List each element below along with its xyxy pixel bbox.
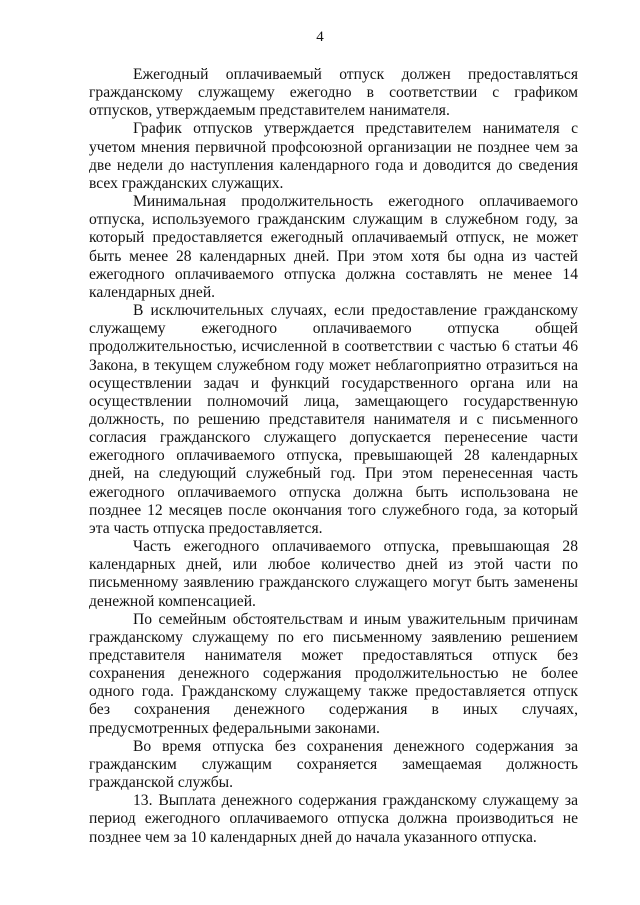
paragraph-annual-leave: Ежегодный оплачиваемый отпуск должен предоставляться гражданскому служащему ежегодно в соответствии с графиком отпусков, утверждаемым представителем нанимателя. — [89, 66, 578, 120]
page-number: 4 — [316, 29, 324, 45]
paragraph-position-retained: Во время отпуска без сохранения денежного содержания за гражданским служащим сохраняется замещаемая должность гражданской службы. — [89, 737, 578, 792]
paragraph-leave-schedule: График отпусков утверждается представителем нанимателя с учетом мнения первичной профсоюзной организации не позднее чем за две недели до наступления календарного года и доводится до сведения всех гражданских служащих. — [89, 120, 578, 192]
document-body — [89, 66, 578, 847]
paragraph-monetary-compensation: Часть ежегодного оплачиваемого отпуска, превышающая 28 календарных дней, или любое количество дней из этой части по письменному заявлению гражданского служащего могут быть заменены денежной компенсацией. — [89, 538, 578, 610]
paragraph-minimum-duration: Минимальная продолжительность ежегодного оплачиваемого отпуска, используемого гражданским служащим в служебном году, за который предоставляется ежегодный оплачиваемый отпуск, не может быть менее 28 календарных дней. При этом хотя бы одна из частей ежегодного оплачиваемого отпуска должна составлять не менее 14 календарных дней. — [89, 193, 578, 301]
paragraph-unpaid-leave: По семейным обстоятельствам и иным уважительным причинам гражданскому служащему по его письменному заявлению решением представителя нанимателя может предоставляться отпуск без сохранения денежного содержания продолжительностью не более одного года. Гражданскому служащему также предоставляется отпуск без сохранения денежного содержания в иных случаях, предусмотренных федеральными законами. — [89, 610, 578, 737]
paragraph-item-13-payment: 13. Выплата денежного содержания гражданскому служащему за период ежегодного оплачиваемого отпуска должна производиться не позднее чем за 10 календарных дней до начала указанного отпуска. — [89, 792, 578, 846]
paragraph-exceptional-cases: В исключительных случаях, если предоставление гражданскому служащему ежегодного оплачиваемого отпуска общей продолжительностью, исчисленной в соответствии с частью 6 статьи 46 Закона, в текущем служебном году может неблагоприятно отразиться на осуществлении задач и функций государственного органа или на осуществлении полномочий лица, замещающего государственную должность, по решению представителя нанимателя и с письменного согласия гражданского служащего допускается перенесение части ежегодного оплачиваемого отпуска, превышающей 28 календарных дней, на следующий служебный год. При этом перенесенная часть ежегодного оплачиваемого отпуска должна быть использована не позднее 12 месяцев после окончания того служебного года, за который эта часть отпуска предоставляется. — [89, 302, 578, 537]
